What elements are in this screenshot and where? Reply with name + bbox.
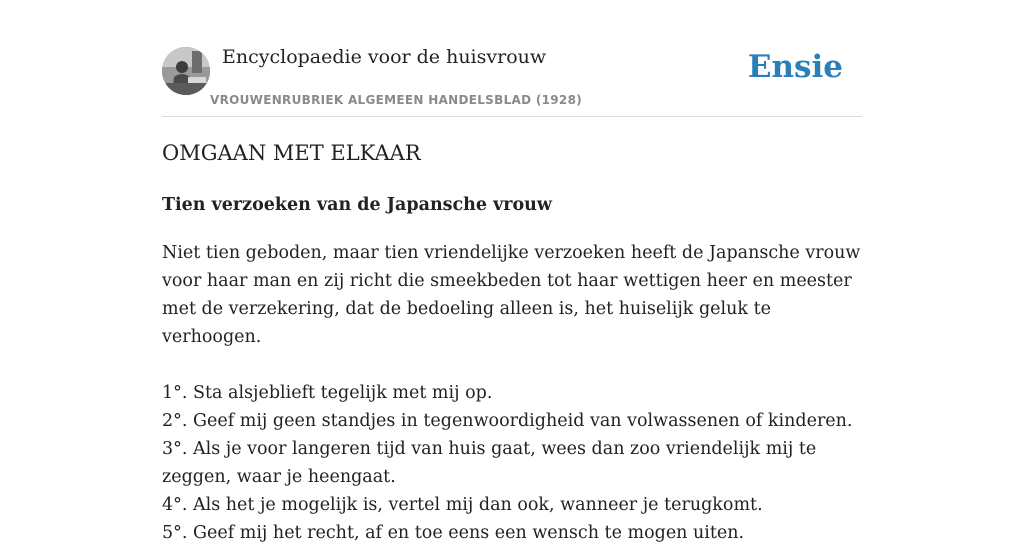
- brand-logo[interactable]: Ensie: [747, 49, 843, 85]
- list-item: 3°. Als je voor langeren tijd van huis gaat, wees dan zoo vriendelijk mij te zeggen, waar je heengaat.: [162, 439, 817, 487]
- list-item: 5°. Geef mij het recht, af en toe eens een wensch te mogen uiten.: [162, 523, 745, 543]
- article-body: [162, 239, 862, 547]
- article-intro: Niet tien geboden, maar tien vriendelijke verzoeken heeft de Japansche vrouw voor haar man en zij richt die smeekbeden tot haar wettigen heer en meester met de verzekering, dat de bedoeling alleen is, het huiselijk geluk te verhoogen.: [162, 243, 861, 347]
- page: [162, 0, 862, 543]
- blog-header: [162, 0, 862, 117]
- list-item: 1°. Sta alsjeblieft tegelijk met mij op.: [162, 383, 493, 403]
- list-item: 4°. Als het je mogelijk is, vertel mij dan ook, wanneer je terugkomt.: [162, 495, 763, 515]
- blog-subtitle: VROUWENRUBRIEK ALGEMEEN HANDELSBLAD (1928): [210, 93, 583, 107]
- article-subtitle: Tien verzoeken van de Japansche vrouw: [162, 195, 552, 215]
- author-avatar[interactable]: [162, 47, 210, 95]
- blog-title[interactable]: Encyclopaedie voor de huisvrouw: [222, 46, 547, 68]
- list-item: 2°. Geef mij geen standjes in tegenwoordigheid van volwassenen of kinderen.: [162, 411, 853, 431]
- author-photo-icon: [162, 47, 210, 95]
- paragraph-spacer: [162, 351, 862, 379]
- article-title: OMGAAN MET ELKAAR: [162, 141, 421, 165]
